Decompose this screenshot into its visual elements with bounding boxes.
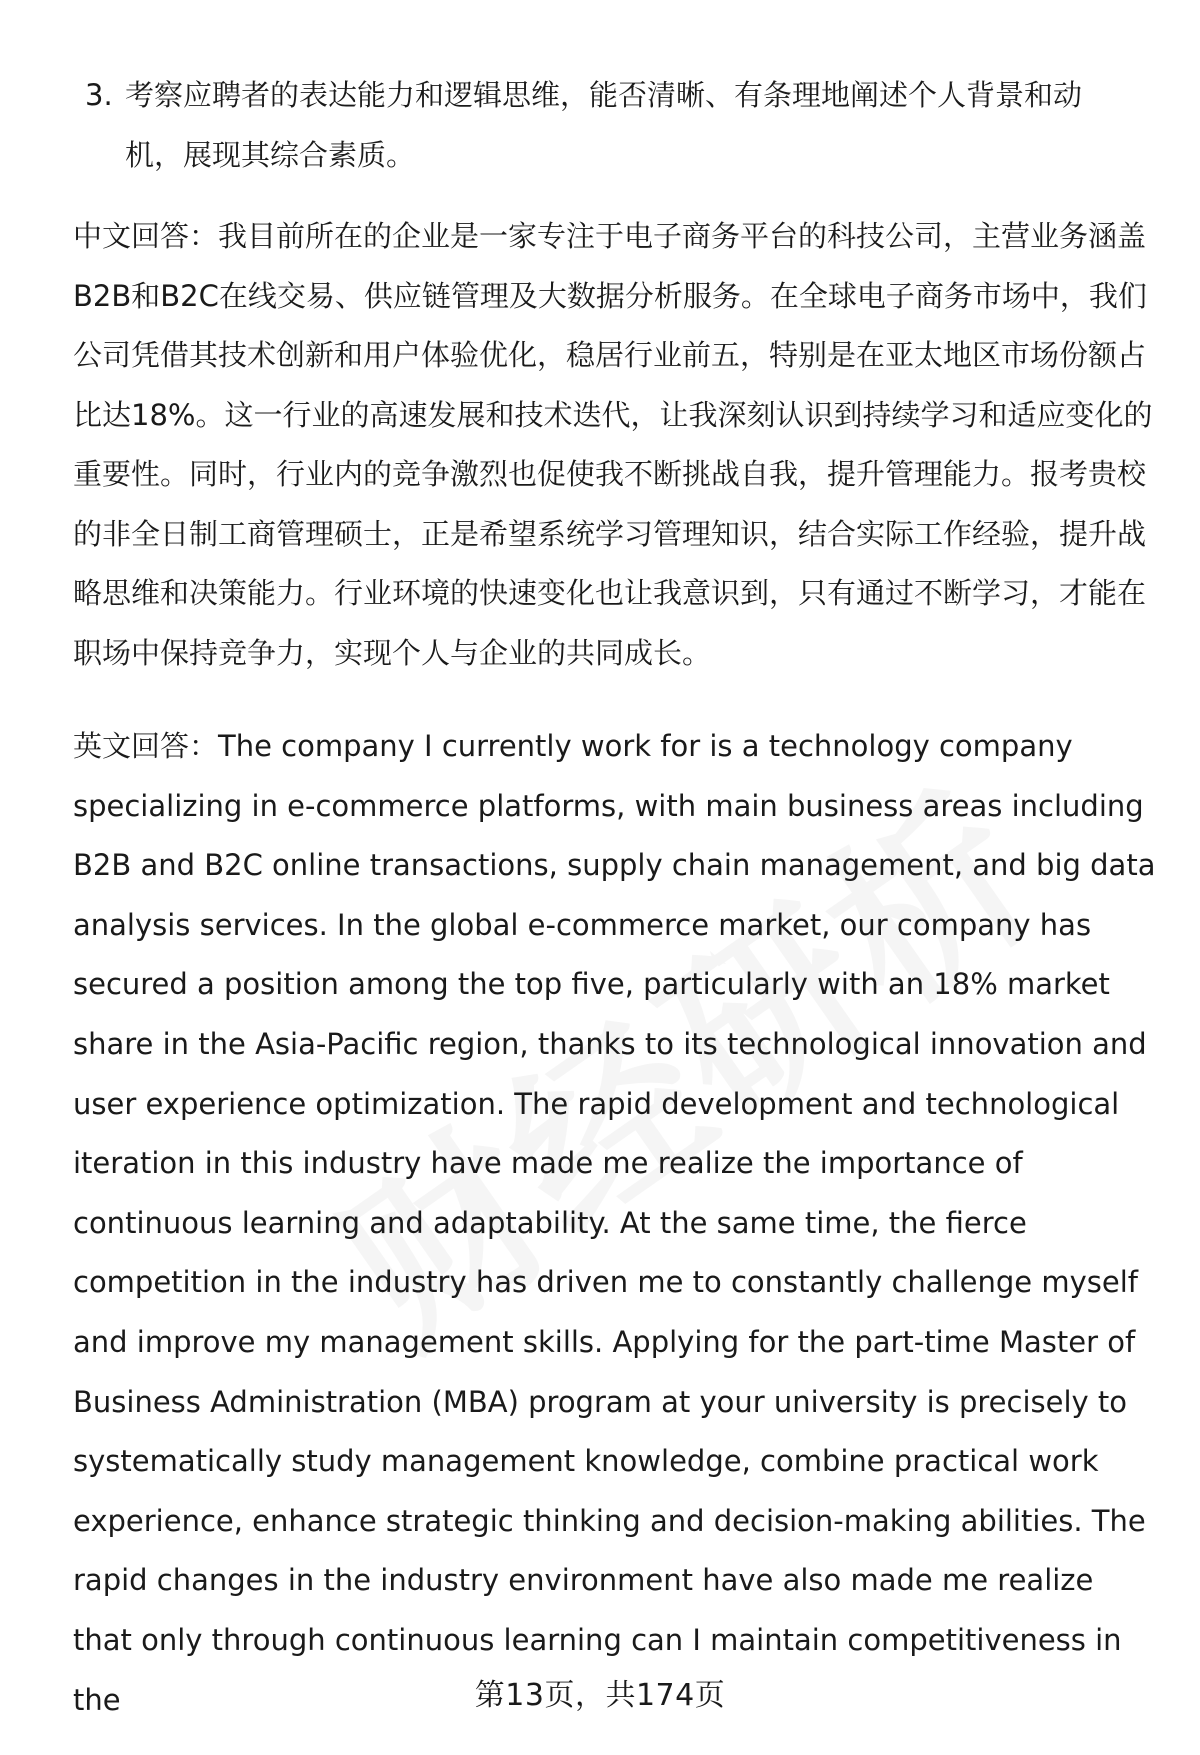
page-number-footer: 第13页，共174页 xyxy=(474,1678,726,1713)
list-item-number: 3. xyxy=(85,78,113,112)
chinese-answer-paragraph xyxy=(73,207,1158,683)
english-answer-text: The company I currently work for is a technology company specializing in e-commerce platforms, with main business areas including B2B and B2C online transactions, supply chain management, and big data analysis services. In the global e-commerce market, our company has secured a position among the top five, particularly with an 18% market share in the Asia-Pacific region, thanks to its technological innovation and user experience optimization. The rapid development and technological iteration in this industry have made me realize the importance of continuous learning and adaptability. At the same time, the fierce competition in the industry has driven me to constantly challenge myself and improve my management skills. Applying for the part-time Master of Business Administration (MBA) program at your university is precisely to systematically study management knowledge, combine practical work experience, enhance strategic thinking and decision-making abilities. The rapid changes in the industry environment have also made me realize that only through continuous learning can I maintain competitiveness in the xyxy=(73,729,1156,1717)
english-answer-paragraph xyxy=(73,717,1158,1730)
list-item-text: 考察应聘者的表达能力和逻辑思维，能否清晰、有条理地阐述个人背景和动机，展现其综合素质。 xyxy=(125,78,1083,172)
chinese-answer-text: 我目前所在的企业是一家专注于电子商务平台的科技公司，主营业务涵盖B2B和B2C在线交易、供应链管理及大数据分析服务。在全球电子商务市场中，我们公司凭借其技术创新和用户体验优化，稳居行业前五，特别是在亚太地区市场份额占比达18%。这一行业的高速发展和技术迭代，让我深刻认识到持续学习和适应变化的重要性。同时，行业内的竞争激烈也促使我不断挑战自我，提升管理能力。报考贵校的非全日制工商管理硕士，正是希望系统学习管理知识，结合实际工作经验，提升战略思维和决策能力。行业环境的快速变化也让我意识到，只有通过不断学习，才能在职场中保持竞争力，实现个人与企业的共同成长。 xyxy=(73,219,1153,670)
english-answer-label: 英文回答： xyxy=(73,729,219,763)
chinese-answer-label: 中文回答： xyxy=(73,219,219,253)
